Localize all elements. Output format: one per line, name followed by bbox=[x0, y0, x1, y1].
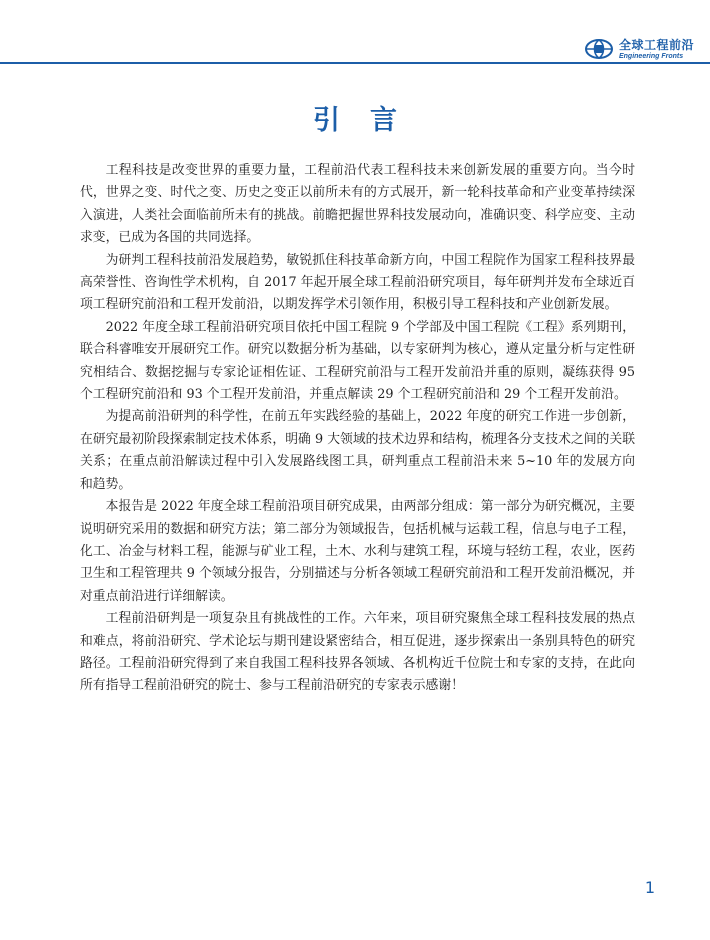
header-rule bbox=[0, 62, 710, 64]
paragraph: 为研判工程科技前沿发展趋势，敏锐抓住科技革命新方向，中国工程院作为国家工程科技界最高荣誉性、咨询性学术机构，自 2017 年起开展全球工程前沿研究项目，每年研判并发布全球近百项工程研究前沿和工程开发前沿，以期发挥学术引领作用，积极引导工程科技和产业创新发展。 bbox=[80, 252, 635, 313]
header-logo bbox=[584, 38, 694, 60]
paragraph: 为提高前沿研判的科学性，在前五年实践经验的基础上，2022 年度的研究工作进一步创新，在研究最初阶段探索制定技术体系，明确 9 大领域的技术边界和结构，梳理各分支技术之间的关联关系；在重点前沿解读过程中引入发展路线图工具，研判重点工程前沿未来 5~10 年的发展方向和趋势。 bbox=[80, 409, 635, 492]
body-text bbox=[80, 160, 635, 698]
logo-subtitle: Engineering Fronts bbox=[618, 52, 684, 60]
paragraph: 工程科技是改变世界的重要力量，工程前沿代表工程科技未来创新发展的重要方向。当今时代，世界之变、时代之变、历史之变正以前所未有的方式展开，新一轮科技革命和产业变革持续深入演进，人类社会面临前所未有的挑战。前瞻把握世界科技发展动向，准确识变、科学应变、主动求变，已成为各国的共同选择。 bbox=[80, 163, 635, 246]
page-title: 引言 bbox=[313, 105, 427, 136]
globe-logo-icon bbox=[584, 38, 614, 60]
paragraph: 工程前沿研判是一项复杂且有挑战性的工作。六年来，项目研究聚焦全球工程科技发展的热点和难点，将前沿研究、学术论坛与期刊建设紧密结合，相互促进，逐步探索出一条别具特色的研究路径。工程前沿研究得到了来自我国工程科技界各领域、各机构近千位院士和专家的支持，在此向所有指导工程前沿研究的院士、参与工程前沿研究的专家表示感谢！ bbox=[80, 611, 635, 694]
paragraph: 2022 年度全球工程前沿研究项目依托中国工程院 9 个学部及中国工程院《工程》系列期刊，联合科睿唯安开展研究工作。研究以数据分析为基础，以专家研判为核心，遵从定量分析与定性研究相结合、数据挖掘与专家论证相佐证、工程研究前沿与工程开发前沿并重的原则，凝练获得 95 个工程研究前沿和 93 个工程开发前沿，并重点解读 29 个工程研究前沿和 29 个工程开发前沿。 bbox=[80, 319, 635, 403]
paragraph: 本报告是 2022 年度全球工程前沿项目研究成果，由两部分组成：第一部分为研究概况，主要说明研究采用的数据和研究方法；第二部分为领域报告，包括机械与运载工程，信息与电子工程，化工、冶金与材料工程，能源与矿业工程，土木、水利与建筑工程，环境与轻纺工程，农业，医药卫生和工程管理共 9 个领域分报告，分别描述与分析各领域工程研究前沿和工程开发前沿概况，并对重点前沿进行详细解读。 bbox=[80, 499, 635, 604]
page-number: 1 bbox=[644, 878, 655, 897]
logo-title: 全球工程前沿 bbox=[618, 37, 694, 52]
